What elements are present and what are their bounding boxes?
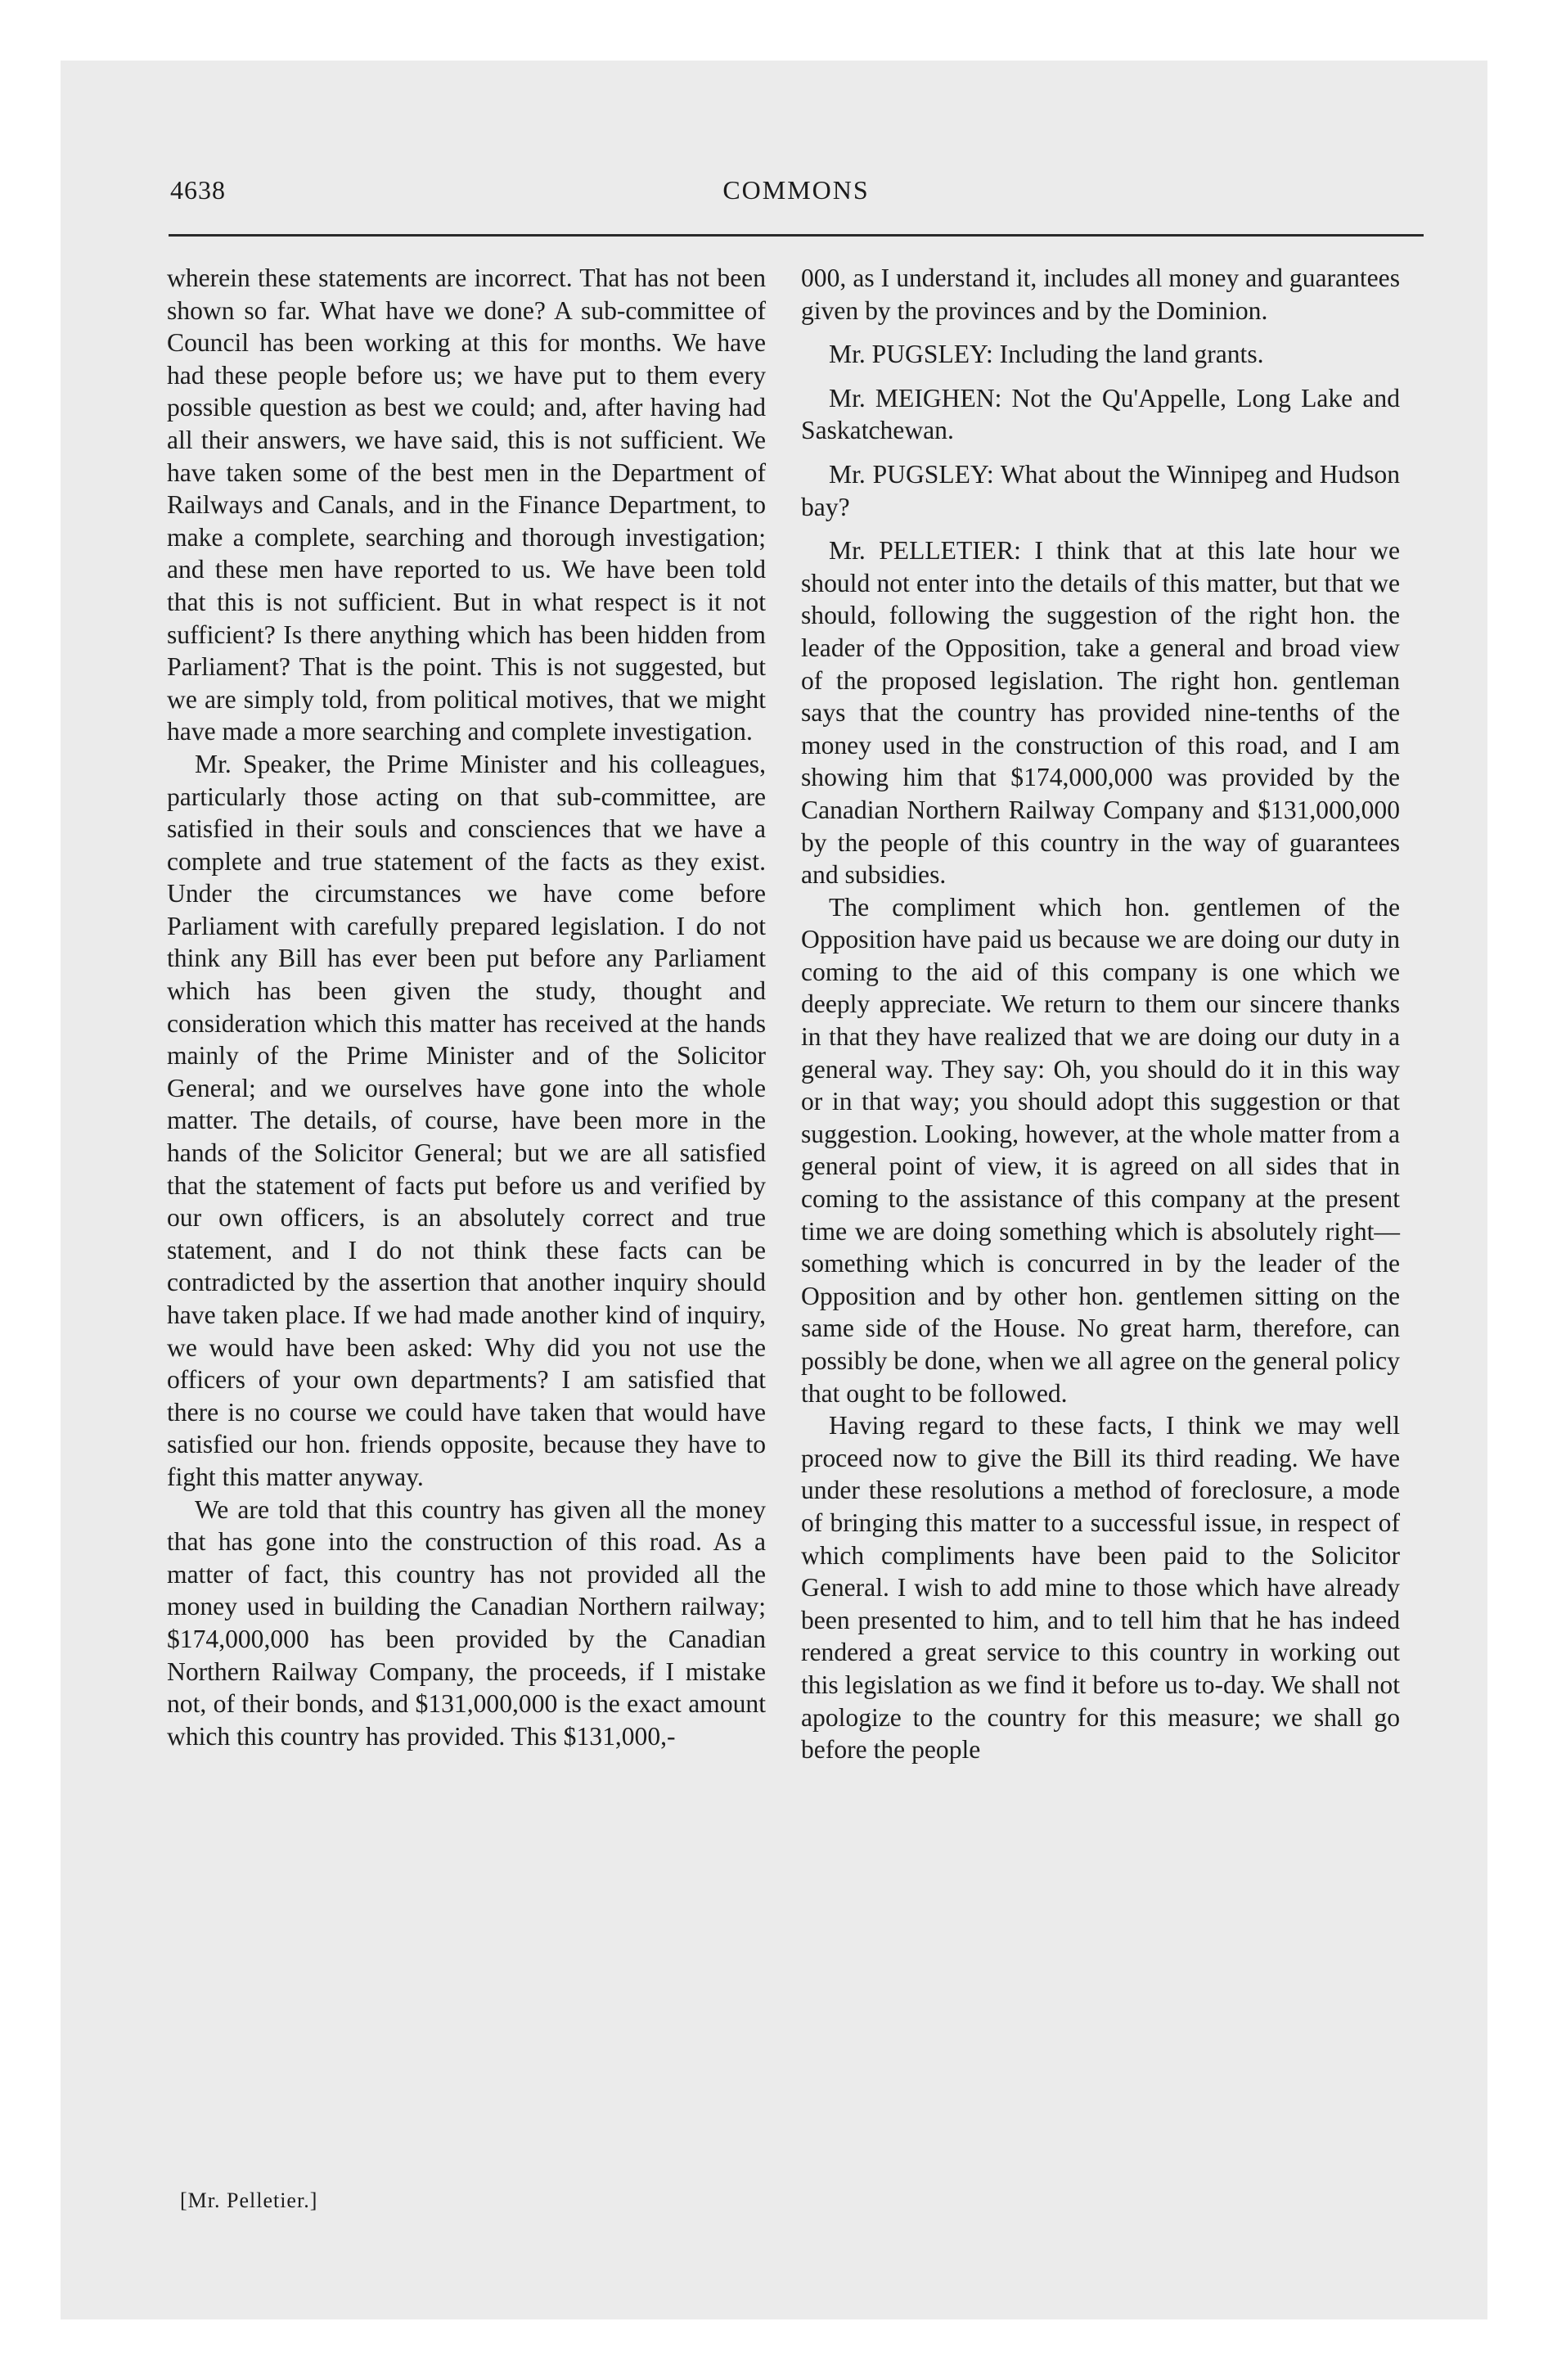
page-header: [170, 175, 1422, 213]
left-paragraph-1: wherein these statements are incorrect. That has not been shown so far. What have we done? A sub-committee of Council has been working at this for months. We have had these people before us; we have put to them every possible question as best we could; and, after having had all their answers, we have said, this is not sufficient. We have taken some of the best men in the Department of Railways and Canals, and in the Finance Department, to make a complete, searching and thorough investigation; and these men have reported to us. We have been told that this is not sufficient. But in what respect is it not sufficient? Is there anything which has been hidden from Parliament? That is the point. This is not suggested, but we are simply told, from political motives, that we might have made a more searching and complete investigation.: [167, 264, 766, 746]
left-column: [167, 262, 766, 1752]
right-column: [801, 262, 1400, 1766]
left-paragraph-2: Mr. Speaker, the Prime Minister and his colleagues, particularly those acting on that sub-committee, are satisfied in their souls and consciences that we have a complete and true statement of the facts as they exist. Under the circumstances we have come before Parliament with carefully prepared legislation. I do not think any Bill has ever been put before any Parliament which has been given the study, thought and consideration which this matter has received at the hands mainly of the Prime Minister and of the Solicitor General; and we ourselves have gone into the whole matter. The details, of course, have been more in the hands of the Solicitor General; but we are all satisfied that the statement of facts put before us and verified by our own officers, is an absolutely correct and true statement, and I do not think these facts can be contradicted by the assertion that another inquiry should have taken place. If we had made another kind of inquiry, we would have been asked: Why did you not use the officers of your own departments? I am satisfied that there is no course we could have taken that would have satisfied our hon. friends opposite, because they have to fight this matter anyway.: [167, 749, 766, 1491]
right-paragraph-4: Mr. PUGSLEY: What about the Winnipeg and Hudson bay?: [801, 459, 1400, 521]
speaker-tag: [Mr. Pelletier.]: [180, 2188, 318, 2212]
right-paragraph-5: Mr. PELLETIER: I think that at this late hour we should not enter into the details of this matter, but that we should, following the suggestion of the right hon. the leader of the Opposition, take a general and broad view of the proposed legislation. The right hon. gentleman says that the country has provided nine-tenths of the money used in the construction of this road, and I am showing him that $174,000,000 was provided by the Canadian Northern Railway Company and $131,000,000 by the people of this country in the way of guarantees and subsidies.: [801, 536, 1400, 890]
right-paragraph-6: The compliment which hon. gentlemen of the Opposition have paid us because we are doing our duty in coming to the aid of this company is one which we deeply appreciate. We return to them our sincere thanks in that they have realized that we are doing our duty in a general way. They say: Oh, you should do it in this way or in that way; you should adopt this suggestion or that suggestion. Looking, however, at the whole matter from a general point of view, it is agreed on all sides that in coming to the assistance of this company at the present time we are doing something which is absolutely right—something which is concurred in by the leader of the Opposition and by other hon. gentlemen sitting on the same side of the House. No great harm, therefore, can possibly be done, when we all agree on the general policy that ought to be followed.: [801, 892, 1400, 1408]
right-paragraph-2: Mr. PUGSLEY: Including the land grants.: [829, 340, 1264, 369]
right-paragraph-3: Mr. MEIGHEN: Not the Qu'Appelle, Long Lake and Saskatchewan.: [801, 383, 1400, 445]
header-rule: [169, 234, 1424, 237]
right-paragraph-1: 000, as I understand it, includes all money and guarantees given by the provinces and by the Dominion.: [801, 264, 1400, 325]
right-paragraph-7: Having regard to these facts, I think we may well proceed now to give the Bill its third reading. We have under these resolutions a method of foreclosure, a mode of bringing this matter to a successful issue, in respect of which compliments have been paid to the Solicitor General. I wish to add mine to those which have already been presented to him, and to tell him that he has indeed rendered a great service to this country in working out this legislation as we find it before us to-day. We shall not apologize to the country for this measure; we shall go before the people: [801, 1411, 1400, 1765]
page-number: 4638: [170, 175, 226, 205]
running-head: COMMONS: [722, 175, 870, 205]
left-paragraph-3: We are told that this country has given all the money that has gone into the construction of this road. As a matter of fact, this country has not provided all the money used in building the Canadian Northern railway; $174,000,000 has been provided by the Canadian Northern Railway Company, the proceeds, if I mistake not, of their bonds, and $131,000,000 is the exact amount which this country has provided. This $131,000,-: [167, 1494, 766, 1751]
